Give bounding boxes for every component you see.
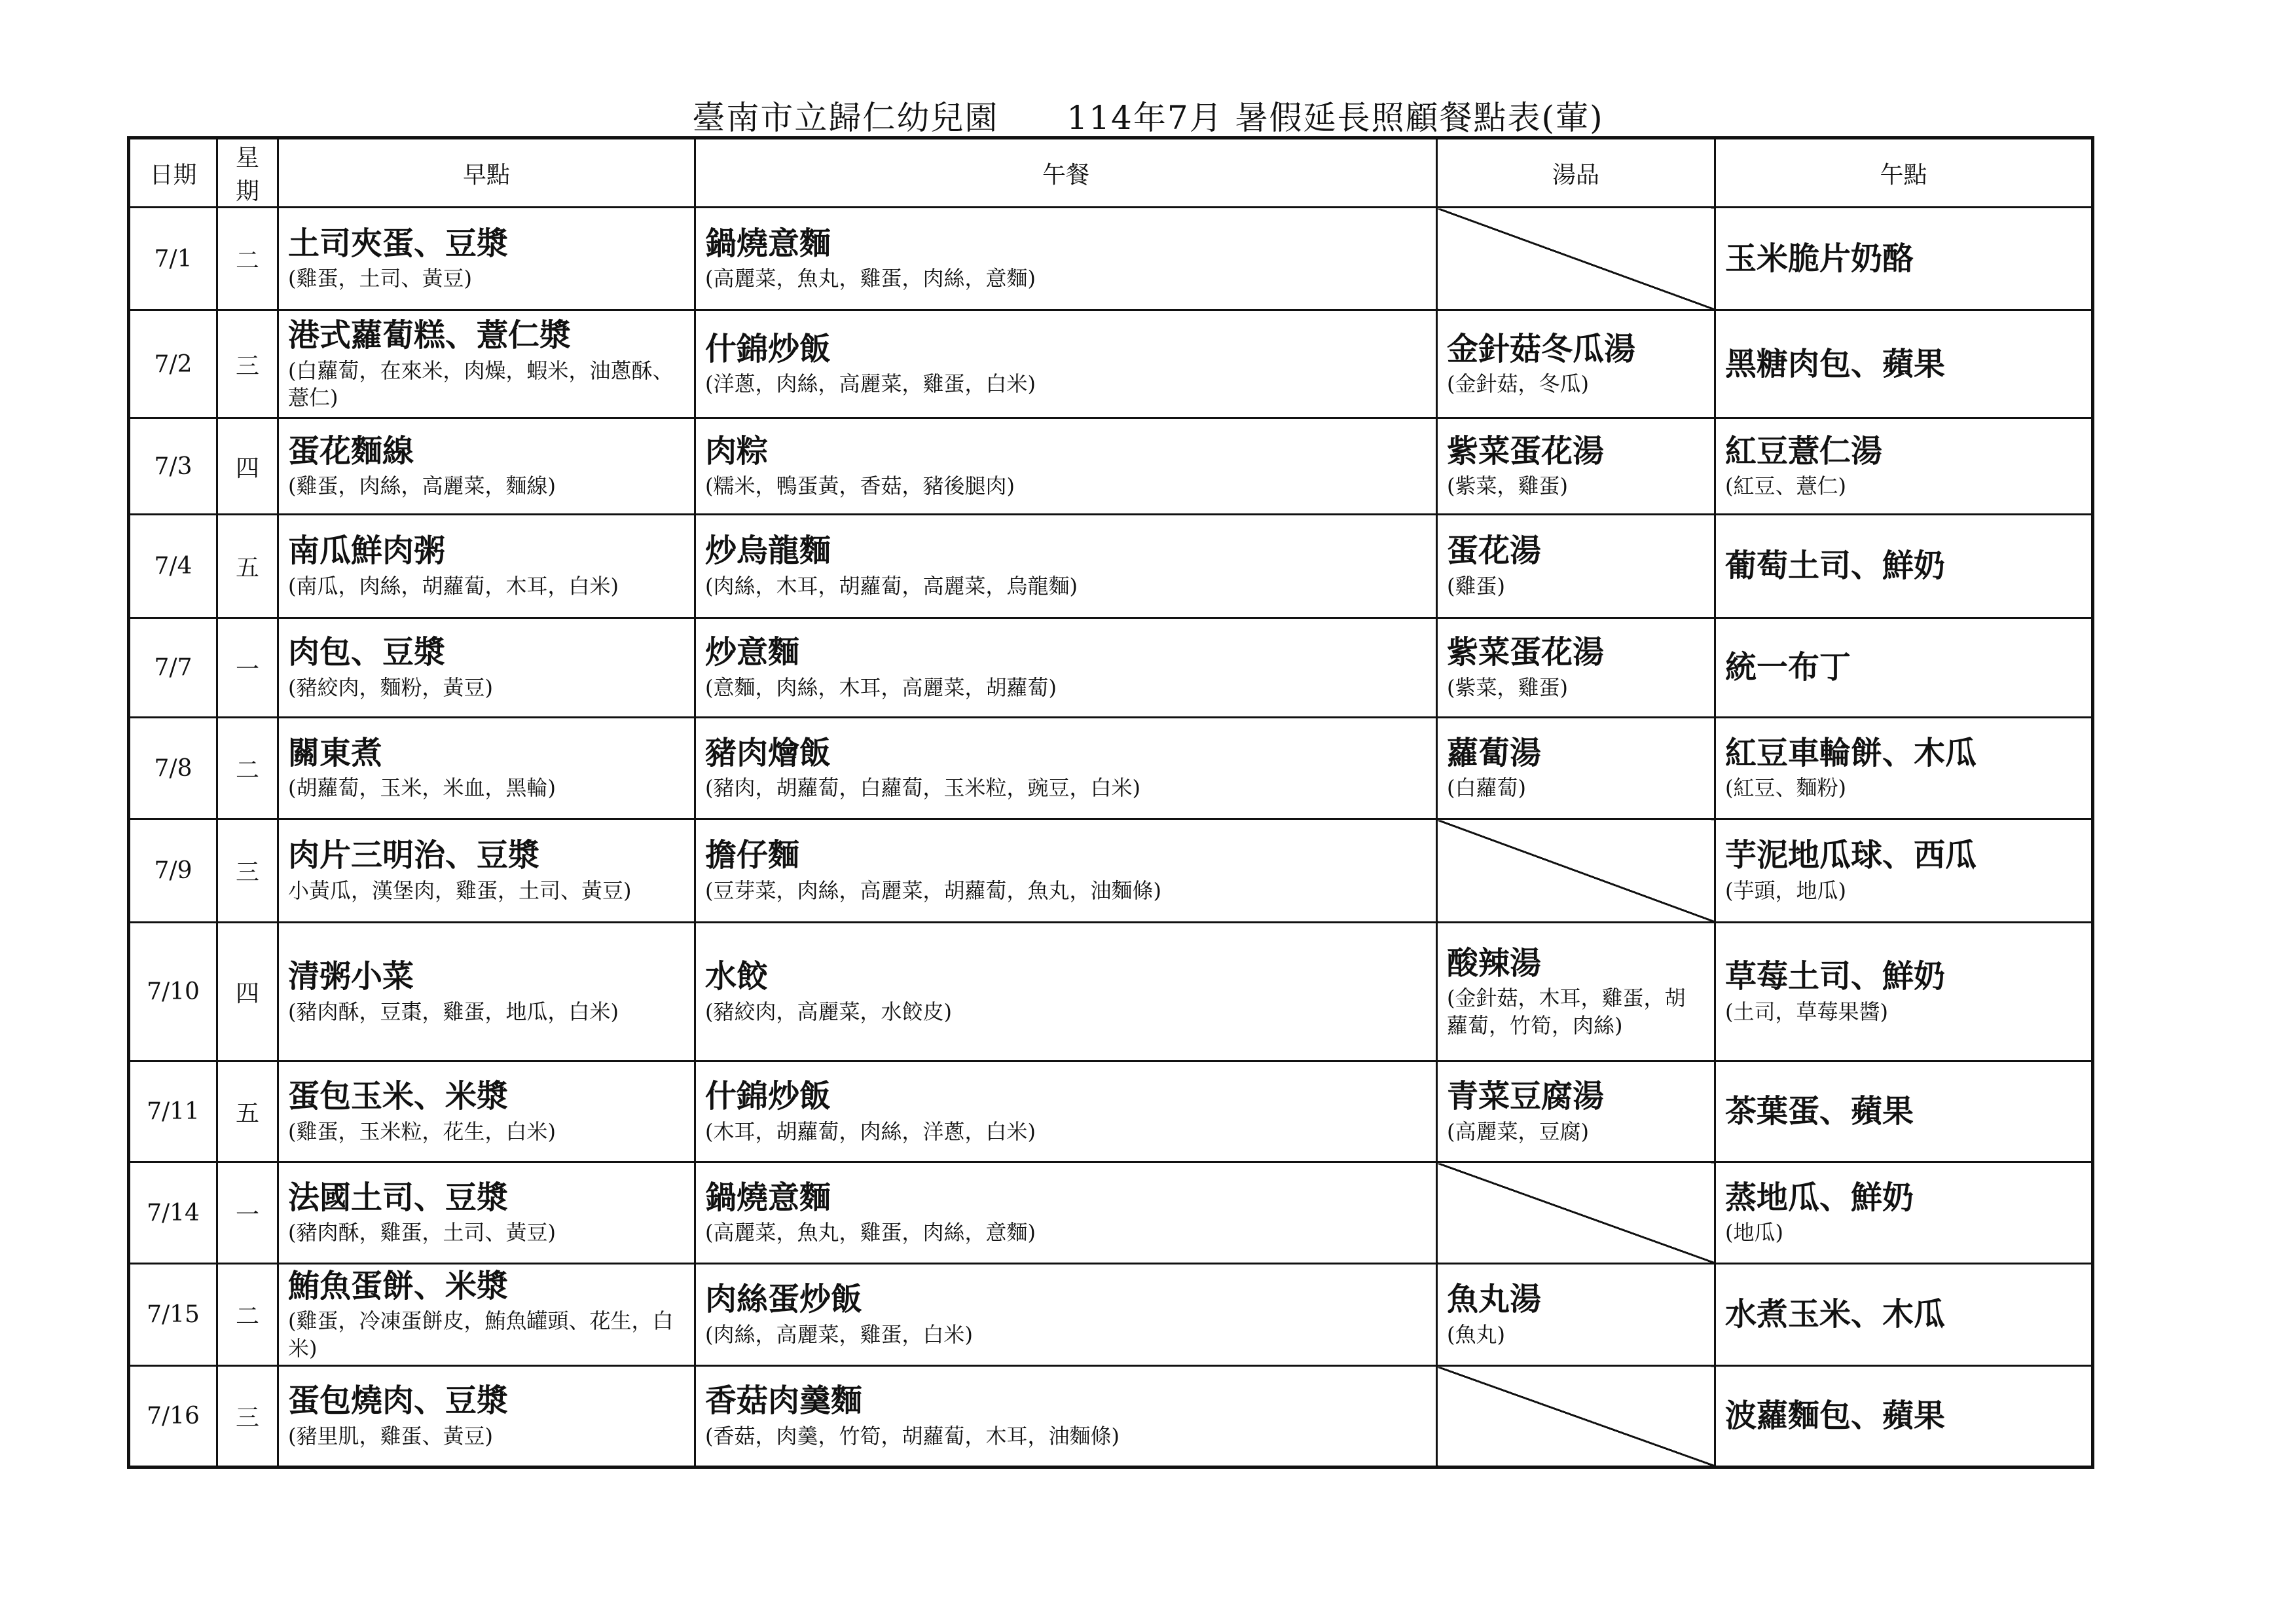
lunch-name: 香菇肉羹麵 [705, 1382, 863, 1420]
weekday-cell: 三 [217, 819, 278, 923]
weekday-cell: 三 [217, 310, 278, 418]
breakfast-cell [278, 418, 695, 515]
soup-name: 紫菜蛋花湯 [1447, 432, 1605, 470]
soup-ingredients: (高麗菜，豆腐) [1447, 1118, 1589, 1144]
breakfast-name: 鮪魚蛋餅、米漿 [288, 1267, 509, 1304]
snack-name: 茶葉蛋、蘋果 [1725, 1093, 1914, 1130]
lunch-name: 豬肉燴飯 [705, 734, 831, 771]
header-snack: 午點 [1715, 138, 2093, 208]
lunch-cell [695, 819, 1437, 923]
snack-cell [1715, 208, 2093, 310]
breakfast-cell [278, 1264, 695, 1366]
lunch-ingredients: (豆芽菜，肉絲，高麗菜，胡蘿蔔，魚丸，油麵條) [705, 877, 1161, 903]
soup-cell [1437, 1264, 1715, 1366]
menu-row [129, 310, 2093, 418]
header-date: 日期 [129, 138, 217, 208]
lunch-ingredients: (肉絲，高麗菜，雞蛋，白米) [705, 1321, 973, 1347]
breakfast-ingredients: (豬里肌，雞蛋、黃豆) [288, 1423, 493, 1449]
lunch-ingredients: (香菇，肉羹，竹筍，胡蘿蔔，木耳，油麵條) [705, 1423, 1120, 1449]
soup-cell [1437, 923, 1715, 1061]
snack-name: 紅豆車輪餅、木瓜 [1725, 734, 1977, 771]
breakfast-ingredients: (雞蛋，玉米粒，花生，白米) [288, 1118, 556, 1144]
breakfast-name: 關東煮 [288, 734, 383, 771]
soup-empty-cell [1437, 819, 1715, 923]
menu-row [129, 208, 2093, 310]
lunch-name: 什錦炒飯 [705, 330, 831, 367]
breakfast-name: 南瓜鮮肉粥 [288, 532, 446, 570]
breakfast-name: 港式蘿蔔糕、薏仁漿 [288, 317, 572, 354]
header-soup: 湯品 [1437, 138, 1715, 208]
snack-name: 黑糖肉包、蘋果 [1725, 345, 1946, 382]
menu-body [129, 208, 2093, 1467]
menu-row [129, 923, 2093, 1061]
weekday-cell: 二 [217, 1264, 278, 1366]
soup-name: 金針菇冬瓜湯 [1447, 330, 1636, 367]
lunch-name: 水餃 [705, 958, 769, 995]
breakfast-ingredients: (雞蛋，冷凍蛋餅皮，鮪魚罐頭、花生，白米) [288, 1308, 674, 1361]
lunch-cell [695, 618, 1437, 718]
soup-ingredients: (雞蛋) [1447, 573, 1505, 599]
lunch-cell [695, 1264, 1437, 1366]
snack-cell [1715, 1061, 2093, 1162]
breakfast-name: 肉片三明治、豆漿 [288, 837, 540, 874]
header-weekday: 星期 [217, 138, 278, 208]
lunch-name: 炒烏龍麵 [705, 532, 831, 570]
date-cell: 7/10 [129, 923, 217, 1061]
menu-row [129, 1061, 2093, 1162]
lunch-cell [695, 515, 1437, 618]
menu-row [129, 515, 2093, 618]
page-title: 臺南市立歸仁幼兒園 114年7月 暑假延長照顧餐點表(葷) [692, 99, 1604, 137]
lunch-ingredients: (豬肉，胡蘿蔔，白蘿蔔，玉米粒，豌豆，白米) [705, 775, 1140, 801]
date-cell: 7/2 [129, 310, 217, 418]
soup-cell [1437, 418, 1715, 515]
breakfast-ingredients: (白蘿蔔，在來米，肉燥，蝦米，油蔥酥、薏仁) [288, 358, 674, 411]
weekday-cell: 五 [217, 1061, 278, 1162]
soup-name: 魚丸湯 [1447, 1281, 1542, 1318]
lunch-ingredients: (高麗菜，魚丸，雞蛋，肉絲，意麵) [705, 266, 1036, 291]
breakfast-cell [278, 923, 695, 1061]
lunch-ingredients: (木耳，胡蘿蔔，肉絲，洋蔥，白米) [705, 1118, 1036, 1144]
lunch-cell [695, 718, 1437, 819]
breakfast-cell [278, 1061, 695, 1162]
breakfast-cell [278, 1162, 695, 1264]
breakfast-name: 蛋包燒肉、豆漿 [288, 1382, 509, 1420]
soup-name: 紫菜蛋花湯 [1447, 634, 1605, 671]
date-cell: 7/11 [129, 1061, 217, 1162]
snack-name: 葡萄土司、鮮奶 [1725, 547, 1946, 585]
weekday-cell: 一 [217, 1162, 278, 1264]
soup-name: 蘿蔔湯 [1447, 734, 1542, 771]
breakfast-ingredients: (雞蛋，肉絲，高麗菜，麵線) [288, 473, 556, 499]
weekday-cell: 四 [217, 923, 278, 1061]
snack-cell [1715, 310, 2093, 418]
weekday-cell: 三 [217, 1366, 278, 1467]
soup-ingredients: (白蘿蔔) [1447, 775, 1526, 801]
weekday-cell: 五 [217, 515, 278, 618]
breakfast-ingredients: (豬肉酥，雞蛋，土司、黃豆) [288, 1220, 556, 1246]
soup-empty-cell [1437, 208, 1715, 310]
date-cell: 7/3 [129, 418, 217, 515]
lunch-name: 什錦炒飯 [705, 1078, 831, 1115]
menu-row [129, 718, 2093, 819]
breakfast-ingredients: (雞蛋，土司、黃豆) [288, 266, 472, 291]
header-row [129, 138, 2093, 208]
menu-row [129, 618, 2093, 718]
soup-cell [1437, 310, 1715, 418]
date-cell: 7/14 [129, 1162, 217, 1264]
soup-ingredients: (紫菜，雞蛋) [1447, 674, 1568, 700]
soup-empty-cell [1437, 1366, 1715, 1467]
breakfast-ingredients: 小黃瓜，漢堡肉，雞蛋，土司、黃豆) [288, 877, 632, 903]
snack-name: 紅豆薏仁湯 [1725, 432, 1883, 470]
snack-cell [1715, 1366, 2093, 1467]
snack-cell [1715, 418, 2093, 515]
weekday-cell: 二 [217, 718, 278, 819]
breakfast-cell [278, 718, 695, 819]
snack-name: 統一布丁 [1725, 649, 1851, 686]
breakfast-ingredients: (豬肉酥，豆棗，雞蛋，地瓜，白米) [288, 999, 619, 1024]
lunch-name: 鍋燒意麵 [705, 225, 831, 262]
lunch-name: 炒意麵 [705, 634, 800, 671]
breakfast-name: 土司夾蛋、豆漿 [288, 225, 509, 262]
date-cell: 7/8 [129, 718, 217, 819]
soup-ingredients: (魚丸) [1447, 1321, 1505, 1347]
snack-cell [1715, 923, 2093, 1061]
soup-name: 青菜豆腐湯 [1447, 1078, 1605, 1115]
lunch-name: 肉絲蛋炒飯 [705, 1281, 863, 1318]
lunch-ingredients: (意麵，肉絲，木耳，高麗菜，胡蘿蔔) [705, 674, 1057, 700]
snack-cell [1715, 618, 2093, 718]
snack-cell [1715, 718, 2093, 819]
snack-cell [1715, 1162, 2093, 1264]
snack-ingredients: (紅豆、薏仁) [1725, 473, 1846, 499]
lunch-ingredients: (肉絲，木耳，胡蘿蔔，高麗菜，烏龍麵) [705, 573, 1078, 599]
snack-cell [1715, 1264, 2093, 1366]
date-cell: 7/7 [129, 618, 217, 718]
weekday-cell: 四 [217, 418, 278, 515]
snack-cell [1715, 515, 2093, 618]
date-cell: 7/15 [129, 1264, 217, 1366]
lunch-name: 鍋燒意麵 [705, 1179, 831, 1216]
snack-name: 草莓土司、鮮奶 [1725, 958, 1946, 995]
snack-ingredients: (紅豆、麵粉) [1725, 775, 1846, 801]
breakfast-ingredients: (胡蘿蔔，玉米，米血，黑輪) [288, 775, 556, 801]
soup-cell [1437, 515, 1715, 618]
weekday-cell: 一 [217, 618, 278, 718]
lunch-cell [695, 1162, 1437, 1264]
menu-table [127, 136, 2094, 1469]
breakfast-cell [278, 515, 695, 618]
snack-cell [1715, 819, 2093, 923]
lunch-cell [695, 923, 1437, 1061]
snack-name: 波蘿麵包、蘋果 [1725, 1397, 1946, 1435]
lunch-cell [695, 1366, 1437, 1467]
snack-name: 玉米脆片奶酪 [1725, 240, 1914, 277]
breakfast-cell [278, 618, 695, 718]
soup-ingredients: (金針菇，冬瓜) [1447, 371, 1589, 397]
breakfast-name: 法國土司、豆漿 [288, 1179, 509, 1216]
lunch-ingredients: (洋蔥，肉絲，高麗菜，雞蛋，白米) [705, 371, 1036, 397]
lunch-cell [695, 310, 1437, 418]
snack-name: 水煮玉米、木瓜 [1725, 1296, 1946, 1333]
snack-ingredients: (地瓜) [1725, 1220, 1783, 1246]
soup-name: 酸辣湯 [1447, 944, 1542, 982]
lunch-cell [695, 418, 1437, 515]
soup-empty-cell [1437, 1162, 1715, 1264]
menu-row [129, 1162, 2093, 1264]
breakfast-name: 蛋花麵線 [288, 432, 414, 470]
breakfast-cell [278, 819, 695, 923]
breakfast-cell [278, 310, 695, 418]
menu-row [129, 1366, 2093, 1467]
breakfast-ingredients: (豬絞肉，麵粉，黃豆) [288, 674, 493, 700]
menu-row [129, 819, 2093, 923]
soup-cell [1437, 1061, 1715, 1162]
header-lunch: 午餐 [695, 138, 1437, 208]
menu-row [129, 1264, 2093, 1366]
breakfast-name: 清粥小菜 [288, 958, 414, 995]
breakfast-cell [278, 1366, 695, 1467]
snack-name: 蒸地瓜、鮮奶 [1725, 1179, 1914, 1216]
weekday-cell: 二 [217, 208, 278, 310]
lunch-cell [695, 1061, 1437, 1162]
breakfast-ingredients: (南瓜，肉絲，胡蘿蔔，木耳，白米) [288, 573, 619, 599]
soup-cell [1437, 618, 1715, 718]
lunch-cell [695, 208, 1437, 310]
lunch-ingredients: (高麗菜，魚丸，雞蛋，肉絲，意麵) [705, 1220, 1036, 1246]
lunch-ingredients: (糯米，鴨蛋黃，香菇，豬後腿肉) [705, 473, 1015, 499]
date-cell: 7/16 [129, 1366, 217, 1467]
header-breakfast: 早點 [278, 138, 695, 208]
lunch-name: 肉粽 [705, 432, 769, 470]
menu-row [129, 418, 2093, 515]
soup-name: 蛋花湯 [1447, 532, 1542, 570]
date-cell: 7/4 [129, 515, 217, 618]
snack-ingredients: (土司，草莓果醬) [1725, 999, 1888, 1024]
breakfast-name: 肉包、豆漿 [288, 634, 446, 671]
date-cell: 7/1 [129, 208, 217, 310]
soup-ingredients: (紫菜，雞蛋) [1447, 473, 1568, 499]
soup-ingredients: (金針菇，木耳，雞蛋，胡蘿蔔，竹筍，肉絲) [1447, 986, 1686, 1038]
soup-cell [1437, 718, 1715, 819]
breakfast-name: 蛋包玉米、米漿 [288, 1078, 509, 1115]
snack-name: 芋泥地瓜球、西瓜 [1725, 837, 1977, 874]
breakfast-cell [278, 208, 695, 310]
snack-ingredients: (芋頭，地瓜) [1725, 877, 1846, 903]
lunch-ingredients: (豬絞肉，高麗菜，水餃皮) [705, 999, 952, 1024]
lunch-name: 擔仔麵 [705, 837, 800, 874]
date-cell: 7/9 [129, 819, 217, 923]
